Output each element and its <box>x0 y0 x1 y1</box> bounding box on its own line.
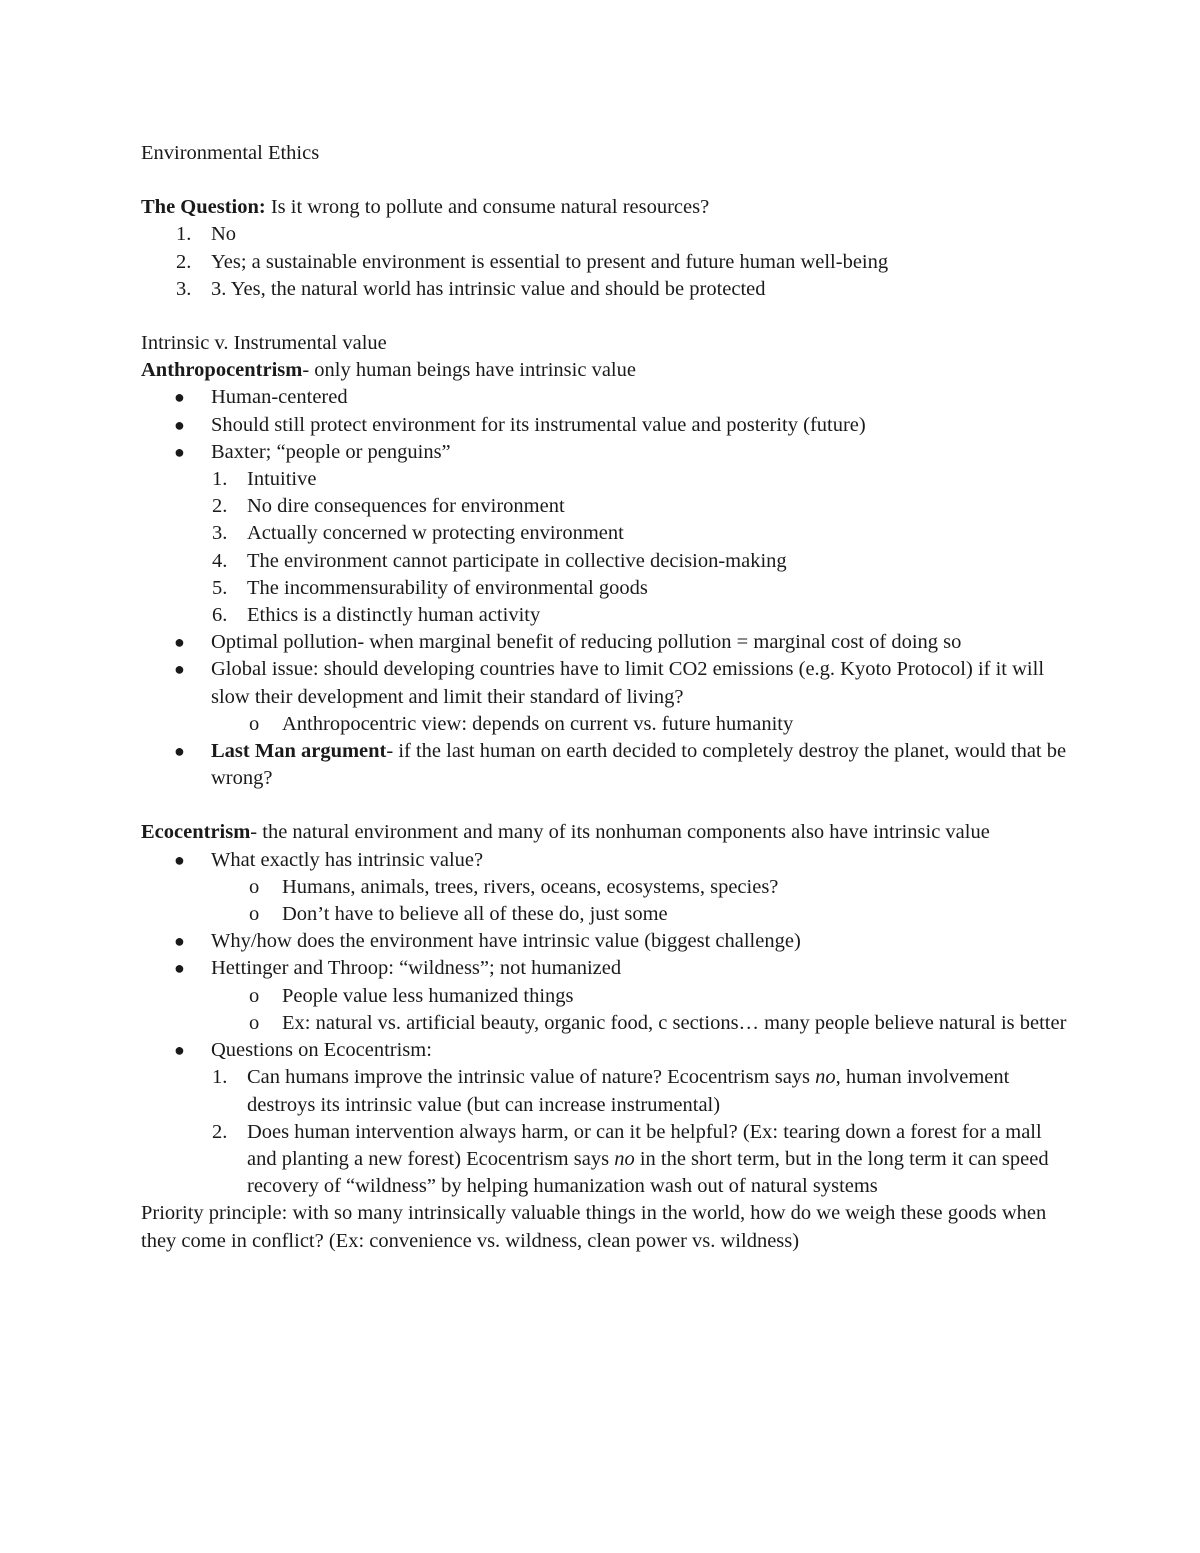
question-line <box>141 194 1076 221</box>
list-item <box>141 520 1076 547</box>
bullet-icon: ● <box>174 441 185 462</box>
list-item-text: Does human intervention always harm, or can it be helpful? (Ex: tearing down a forest for a mall and planting a new forest) Ecocentrism says <box>247 1120 1042 1170</box>
anthropocentrism-list <box>141 384 1076 792</box>
list-item-text: Questions on Ecocentrism: <box>211 1039 432 1062</box>
ecocentrism-label: Ecocentrism <box>141 821 251 844</box>
ecocentrism-line <box>141 819 1076 846</box>
list-item-text: No dire consequences for environment <box>247 495 565 518</box>
bullet-icon: ● <box>174 1040 185 1061</box>
list-number: 4. <box>212 549 228 572</box>
list-item <box>141 276 1076 303</box>
list-item <box>141 548 1076 575</box>
list-item <box>141 249 1076 276</box>
document-page <box>141 140 1076 1255</box>
circle-bullet-icon: o <box>249 903 260 926</box>
list-item-text: Optimal pollution- when marginal benefit of reducing pollution = marginal cost of doing so <box>211 631 962 654</box>
list-number: 2. <box>212 495 228 518</box>
list-item-text: Actually concerned w protecting environment <box>247 522 624 545</box>
list-item <box>141 1064 1076 1118</box>
priority-principle: Priority principle: with so many intrinsically valuable things in the world, how do we weigh these goods when they come in conflict? (Ex: convenience vs. wildness, clean power vs. wildness) <box>141 1202 1047 1252</box>
list-number: 5. <box>212 576 228 599</box>
list-item <box>141 1010 1076 1037</box>
list-item-text: What exactly has intrinsic value? <box>211 848 484 871</box>
spacer <box>141 792 1076 819</box>
bullet-icon: ● <box>174 741 185 762</box>
list-number: 2. <box>176 250 192 273</box>
list-item <box>141 221 1076 248</box>
list-item-text: Ethics is a distinctly human activity <box>247 604 541 627</box>
list-item <box>141 656 1076 710</box>
list-number: 3. <box>212 522 228 545</box>
question-label: The Question: <box>141 196 266 219</box>
list-number: 1. <box>212 1066 228 1089</box>
list-item-text: Human-centered <box>211 386 348 409</box>
list-item <box>141 847 1076 874</box>
anthropocentrism-label: Anthropocentrism <box>141 359 303 382</box>
list-item-text: Can humans improve the intrinsic value of nature? Ecocentrism says <box>247 1066 816 1089</box>
anthropocentrism-text: - only human beings have intrinsic value <box>302 359 636 382</box>
list-item-text: Intuitive <box>247 468 317 491</box>
answer-list <box>141 221 1076 303</box>
ecocentrism-text: - the natural environment and many of its nonhuman components also have intrinsic value <box>250 821 990 844</box>
bullet-icon: ● <box>174 632 185 653</box>
list-item <box>141 1037 1076 1064</box>
bullet-icon: ● <box>174 931 185 952</box>
bullet-icon: ● <box>174 387 185 408</box>
list-item-text: - if the last human on earth decided to completely destroy the planet, would that be wrong? <box>211 740 1067 790</box>
list-item <box>141 711 1076 738</box>
spacer <box>141 167 1076 194</box>
list-number: 1. <box>176 223 192 246</box>
list-number: 1. <box>212 468 228 491</box>
emphasis-text: no <box>815 1066 836 1089</box>
doc-title: Environmental Ethics <box>141 142 320 164</box>
list-item <box>141 928 1076 955</box>
list-item-text: Humans, animals, trees, rivers, oceans, ecosystems, species? <box>282 875 779 898</box>
emphasis-text: no <box>614 1147 635 1170</box>
bullet-icon: ● <box>174 849 185 870</box>
list-item <box>141 412 1076 439</box>
list-number: 2. <box>212 1120 228 1143</box>
list-item <box>141 602 1076 629</box>
circle-bullet-icon: o <box>249 1011 260 1034</box>
list-item <box>141 955 1076 982</box>
list-number: 6. <box>212 604 228 627</box>
circle-bullet-icon: o <box>249 984 260 1007</box>
list-item <box>141 1119 1076 1201</box>
list-item <box>141 901 1076 928</box>
list-item-text: , human involvement destroys its intrinsic value (but can increase instrumental) <box>247 1066 1010 1116</box>
spacer <box>141 303 1076 330</box>
last-man-label: Last Man argument <box>211 740 387 763</box>
list-item <box>141 738 1076 792</box>
list-item-text: Hettinger and Throop: “wildness”; not humanized <box>211 957 622 980</box>
ecocentrism-list <box>141 847 1076 1201</box>
list-item-text: 3. Yes, the natural world has intrinsic value and should be protected <box>211 277 766 300</box>
bullet-icon: ● <box>174 414 185 435</box>
list-item-text: Yes; a sustainable environment is essential to present and future human well-being <box>211 250 889 273</box>
list-item <box>141 439 1076 466</box>
list-item-text: Ex: natural vs. artificial beauty, organic food, c sections… many people believe natural is better <box>282 1011 1067 1034</box>
intrinsic-heading: Intrinsic v. Instrumental value <box>141 332 387 355</box>
list-item <box>141 493 1076 520</box>
list-item-text: Global issue: should developing countries have to limit CO2 emissions (e.g. Kyoto Protocol) if it will slow their development and limit their standard of living? <box>211 658 1045 708</box>
list-item-text: Should still protect environment for its instrumental value and posterity (future) <box>211 413 866 436</box>
circle-bullet-icon: o <box>249 712 260 735</box>
list-item-text: No <box>211 223 237 246</box>
circle-bullet-icon: o <box>249 875 260 898</box>
list-item <box>141 466 1076 493</box>
list-item-text: in the short term, but in the long term it can speed recovery of “wildness” by helping humanization wash out of natural systems <box>247 1147 1049 1198</box>
list-number: 3. <box>176 277 192 300</box>
list-item-text: Don’t have to believe all of these do, just some <box>282 903 668 926</box>
bullet-icon: ● <box>174 659 185 680</box>
list-item-text: Why/how does the environment have intrinsic value (biggest challenge) <box>211 930 801 953</box>
list-item-text: The incommensurability of environmental goods <box>247 576 648 599</box>
list-item <box>141 983 1076 1010</box>
list-item-text: Baxter; “people or penguins” <box>211 440 451 463</box>
list-item-text: People value less humanized things <box>282 984 574 1007</box>
list-item <box>141 575 1076 602</box>
bullet-icon: ● <box>174 958 185 979</box>
anthropocentrism-line <box>141 357 1076 384</box>
list-item-text: The environment cannot participate in collective decision-making <box>247 549 787 572</box>
list-item <box>141 874 1076 901</box>
question-text: Is it wrong to pollute and consume natural resources? <box>265 196 710 219</box>
list-item <box>141 629 1076 656</box>
list-item-text: Anthropocentric view: depends on current vs. future humanity <box>282 712 794 735</box>
list-item <box>141 384 1076 411</box>
